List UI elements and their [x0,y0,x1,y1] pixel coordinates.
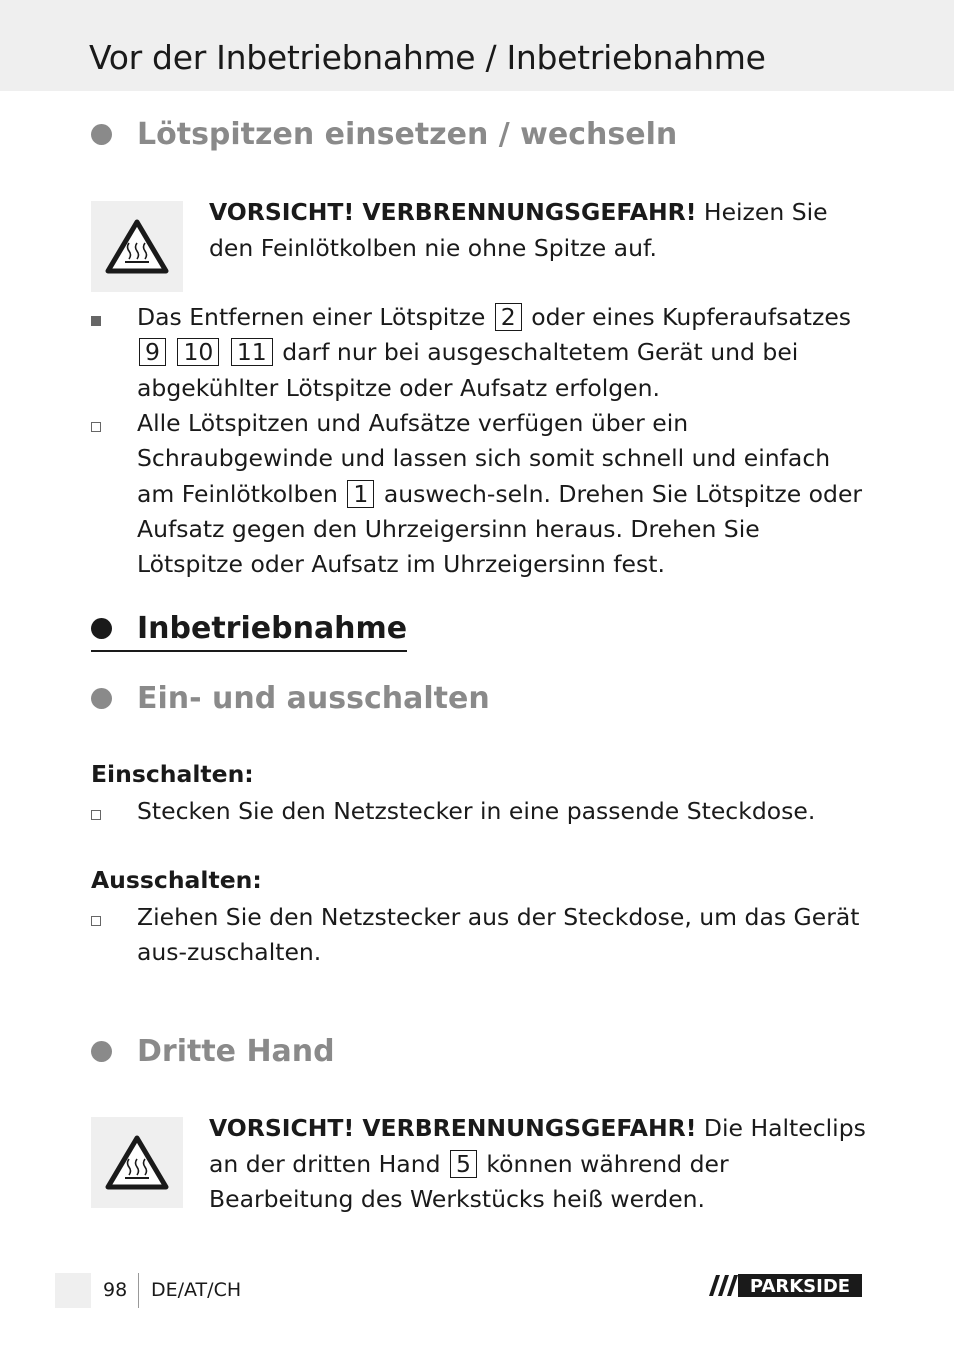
warning-body: Heizen Sie den Feinlötkolben nie ohne Spitze auf. [209,198,828,262]
label-einschalten: Einschalten: [91,760,254,788]
part-ref: 11 [231,338,273,366]
warning-text-1 [209,195,869,266]
part-ref: 2 [495,303,522,331]
section-heading-dritte-hand [91,1034,335,1069]
warning-text-2 [209,1111,869,1218]
text-run: auswech-seln. Drehen Sie Lötspitze oder Aufsatz gegen den Uhrzeigersinn heraus. Drehen Sie Lötspitze oder Aufsatz im Uhrzeigersinn fest. [137,479,863,579]
section-heading-text: Lötspitzen einsetzen / wechseln [137,117,678,152]
page-title: Vor der Inbetriebnahme / Inbetriebnahme [89,38,766,77]
checkbox-bullet-icon [91,422,101,432]
checkbox-bullet-icon [91,916,101,926]
list-item-text [137,406,869,582]
section-heading-text: Dritte Hand [137,1034,335,1069]
list-item-text: Ziehen Sie den Netzstecker aus der Steckdose, um das Gerät aus-zuschalten. [137,903,860,967]
part-ref: 10 [177,338,219,366]
warning-body: können während der Bearbeitung des Werkstücks heiß werden. [209,1149,729,1213]
text-run: oder eines Kupferaufsatzes [523,303,852,331]
part-ref: 1 [347,480,374,508]
text-run: darf nur bei ausgeschaltetem Gerät und bei abgekühlter Lötspitze oder Aufsatz erfolgen. [137,338,799,402]
part-ref: 9 [139,338,166,366]
part-ref: 5 [450,1150,477,1178]
section-heading-text: Ein- und ausschalten [137,681,490,716]
warning-icon-box [91,201,183,292]
page-number: 98 [103,1279,128,1301]
text-run: Das Entfernen einer Lötspitze [137,303,493,331]
warning-icon-box [91,1117,183,1208]
bullet-dot [91,688,112,709]
list-item [91,900,869,971]
text-run: Alle Lötspitzen und Aufsätze verfügen über ein Schraubgewinde und lassen sich somit schnell und einfach am Feinlötkolben [137,409,831,508]
list-item [91,794,869,829]
footer-box [55,1273,91,1308]
footer-country: DE/AT/CH [151,1279,242,1301]
section-heading-text: Inbetriebnahme [137,611,408,646]
label-ausschalten: Ausschalten: [91,866,262,894]
warning-body: Die Halteclips an der dritten Hand [209,1114,866,1178]
footer-divider [138,1273,139,1308]
list-item [91,406,869,582]
list-item-text: Stecken Sie den Netzstecker in eine passende Steckdose. [137,797,816,825]
checkbox-bullet-icon [91,810,101,820]
parkside-logo [705,1273,863,1298]
bullet-dot [91,618,112,639]
hot-surface-warning-icon [104,217,170,277]
list-item [91,300,869,406]
section-heading-inbetriebnahme [91,611,407,652]
hot-surface-warning-icon [104,1133,170,1193]
warning-strong: VORSICHT! VERBRENNUNGSGEFAHR! [209,1114,697,1142]
bullet-dot [91,124,112,145]
bullet-dot [91,1041,112,1062]
brand-text: PARKSIDE [749,1276,851,1297]
warning-strong: VORSICHT! VERBRENNUNGSGEFAHR! [209,198,697,226]
section-heading-ein-ausschalten [91,681,490,716]
list-item-text [137,300,869,406]
square-bullet-icon [91,316,101,326]
section-heading-loetspitzen [91,117,677,152]
